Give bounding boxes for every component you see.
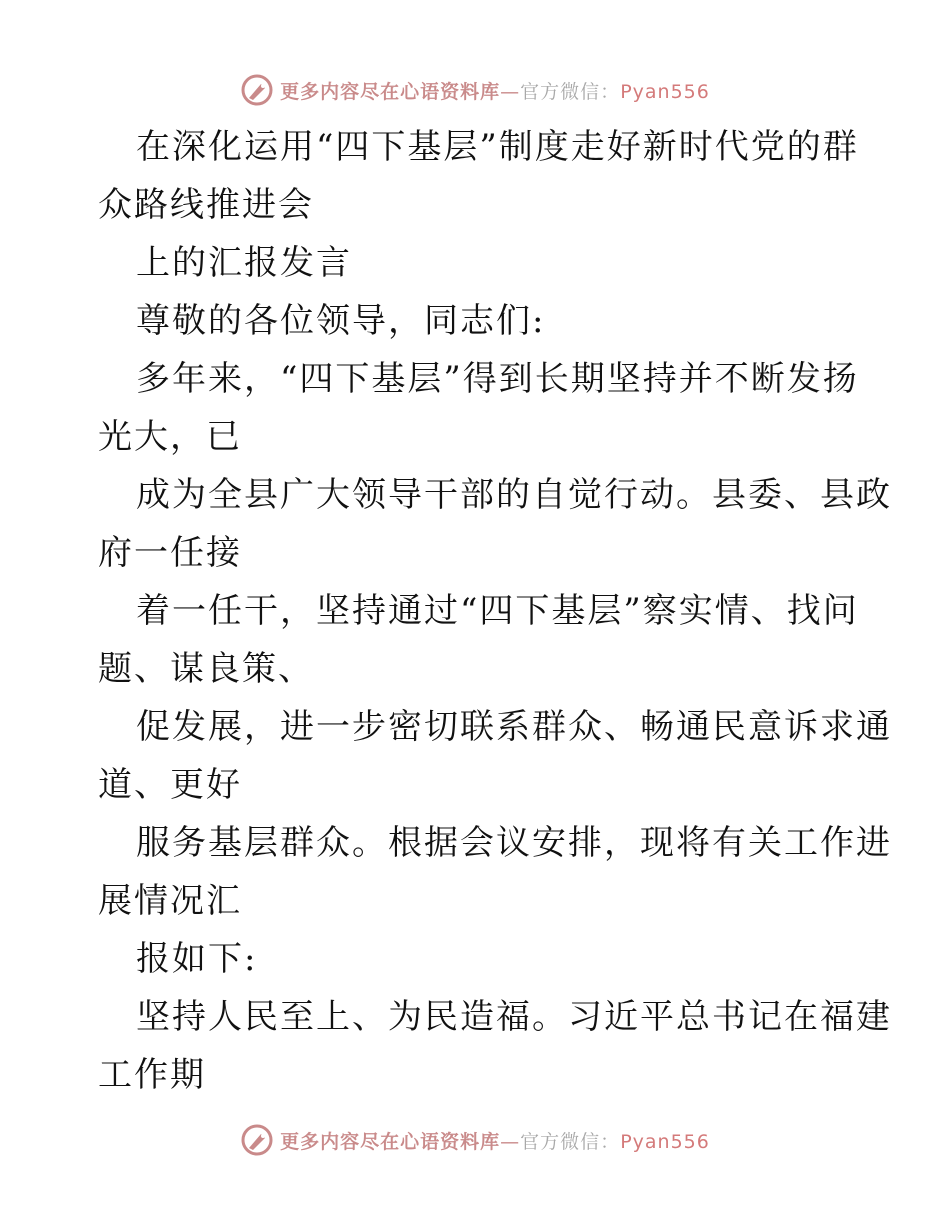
- banner-wechat-label: 官方微信：: [520, 1130, 621, 1153]
- text-line: 着一任干，坚持通过“四下基层”察实情、找问: [136, 591, 859, 631]
- banner-dash: —: [500, 1130, 521, 1153]
- text-line: 上的汇报发言: [136, 243, 352, 283]
- banner-brand: 更多内容尽在心语资料库: [280, 80, 501, 103]
- banner-brand: 更多内容尽在心语资料库: [280, 1130, 501, 1153]
- banner-text: [280, 1127, 710, 1154]
- text-line: 多年来，“四下基层”得到长期坚持并不断发扬: [136, 359, 859, 399]
- banner-wechat-id: Pyan556: [620, 80, 710, 103]
- text-line: 坚持人民至上、为民造福。习近平总书记在福建: [136, 997, 892, 1037]
- text-line: 促发展，进一步密切联系群众、畅通民意诉求通: [136, 707, 892, 747]
- text-line: 服务基层群众。根据会议安排，现将有关工作进: [136, 823, 892, 863]
- text-line: 尊敬的各位领导，同志们:: [136, 301, 546, 341]
- text-line: 光大，已: [98, 417, 242, 457]
- text-line: 成为全县广大领导干部的自觉行动。县委、县政: [136, 475, 892, 515]
- banner-dash: —: [500, 80, 521, 103]
- text-line: 府一任接: [98, 533, 242, 573]
- document-body: [98, 118, 892, 1104]
- banner-text: [280, 77, 710, 104]
- text-line: 工作期: [98, 1055, 206, 1095]
- pen-nib-logo-icon: [240, 1123, 274, 1157]
- text-line: 题、谋良策、: [98, 649, 314, 689]
- text-line: 展情况汇: [98, 881, 242, 921]
- footer-banner: [0, 1120, 950, 1160]
- banner-wechat-label: 官方微信：: [520, 80, 621, 103]
- banner-wechat-id: Pyan556: [620, 1130, 710, 1153]
- pen-nib-logo-icon: [240, 73, 274, 107]
- text-line: 众路线推进会: [98, 185, 314, 225]
- header-banner: [0, 70, 950, 110]
- text-line: 道、更好: [98, 765, 242, 805]
- text-line: 报如下:: [136, 939, 258, 979]
- text-line: 在深化运用“四下基层”制度走好新时代党的群: [136, 127, 859, 167]
